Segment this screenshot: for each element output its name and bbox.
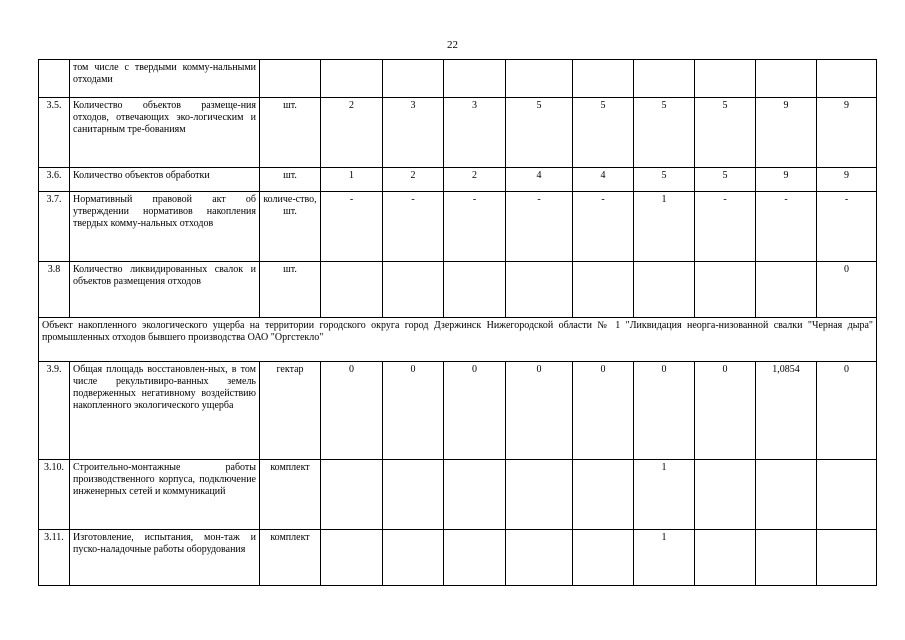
value-cell xyxy=(634,262,695,318)
table-row xyxy=(39,460,877,530)
value-cell: 9 xyxy=(756,168,817,192)
value-cell xyxy=(817,60,877,98)
value-cell: - xyxy=(695,192,756,262)
value-cell xyxy=(695,60,756,98)
value-cell xyxy=(506,262,573,318)
value-cell: 2 xyxy=(444,168,506,192)
value-cell: 5 xyxy=(634,98,695,168)
unit-cell: шт. xyxy=(260,98,321,168)
table-row xyxy=(39,192,877,262)
value-cell: - xyxy=(817,192,877,262)
value-cell: 0 xyxy=(444,362,506,460)
value-cell xyxy=(573,262,634,318)
value-cell xyxy=(695,460,756,530)
row-number: 3.5. xyxy=(39,98,70,168)
value-cell xyxy=(444,60,506,98)
value-cell: 0 xyxy=(321,362,383,460)
table-row xyxy=(39,262,877,318)
value-cell xyxy=(444,262,506,318)
indicator-name: Количество объектов обработки xyxy=(70,168,260,192)
table-row xyxy=(39,60,877,98)
row-number: 3.7. xyxy=(39,192,70,262)
value-cell: - xyxy=(506,192,573,262)
value-cell: 9 xyxy=(817,168,877,192)
value-cell xyxy=(756,60,817,98)
value-cell xyxy=(756,262,817,318)
value-cell xyxy=(383,460,444,530)
value-cell xyxy=(444,530,506,586)
value-cell xyxy=(695,530,756,586)
indicator-name: Изготовление, испытания, мон-таж и пуско-наладочные работы оборудования xyxy=(70,530,260,586)
value-cell xyxy=(444,460,506,530)
table-row xyxy=(39,530,877,586)
indicator-name: Нормативный правовой акт об утверждении нормативов накопления твердых комму-нальных отходов xyxy=(70,192,260,262)
row-number: 3.8 xyxy=(39,262,70,318)
value-cell: 9 xyxy=(756,98,817,168)
value-cell: 0 xyxy=(817,362,877,460)
value-cell xyxy=(817,460,877,530)
unit-cell: комплект xyxy=(260,460,321,530)
value-cell: - xyxy=(756,192,817,262)
value-cell: 5 xyxy=(573,98,634,168)
value-cell: 0 xyxy=(573,362,634,460)
value-cell: - xyxy=(321,192,383,262)
row-number: 3.10. xyxy=(39,460,70,530)
value-cell: 1 xyxy=(634,530,695,586)
row-number: 3.9. xyxy=(39,362,70,460)
value-cell xyxy=(573,460,634,530)
indicator-name: Общая площадь восстановлен-ных, в том числе рекультивиро-ванных земель подверженных негативному воздействию накопленного экологического ущерба xyxy=(70,362,260,460)
section-heading-row xyxy=(39,318,877,362)
unit-cell: шт. xyxy=(260,262,321,318)
row-number xyxy=(39,60,70,98)
indicator-name: Количество объектов размеще-ния отходов, отвечающих эко-логическим и санитарным тре-бованиям xyxy=(70,98,260,168)
unit-cell: гектар xyxy=(260,362,321,460)
value-cell: 0 xyxy=(695,362,756,460)
indicator-name: Количество ликвидированных свалок и объектов размещения отходов xyxy=(70,262,260,318)
value-cell xyxy=(695,262,756,318)
table-row xyxy=(39,168,877,192)
value-cell xyxy=(506,60,573,98)
value-cell xyxy=(573,60,634,98)
value-cell: 2 xyxy=(383,168,444,192)
unit-cell: комплект xyxy=(260,530,321,586)
row-number: 3.11. xyxy=(39,530,70,586)
value-cell: 0 xyxy=(634,362,695,460)
value-cell xyxy=(817,530,877,586)
value-cell: 1 xyxy=(634,460,695,530)
value-cell xyxy=(321,60,383,98)
row-number: 3.6. xyxy=(39,168,70,192)
value-cell: 0 xyxy=(506,362,573,460)
value-cell: 0 xyxy=(383,362,444,460)
value-cell xyxy=(383,60,444,98)
value-cell: 2 xyxy=(321,98,383,168)
value-cell: 0 xyxy=(817,262,877,318)
value-cell: 1 xyxy=(634,192,695,262)
value-cell: 5 xyxy=(506,98,573,168)
value-cell: 5 xyxy=(695,168,756,192)
value-cell: 3 xyxy=(444,98,506,168)
value-cell: 1 xyxy=(321,168,383,192)
value-cell: 4 xyxy=(506,168,573,192)
value-cell xyxy=(321,460,383,530)
table-row xyxy=(39,98,877,168)
indicator-name: Строительно-монтажные работы производственного корпуса, подключение инженерных сетей и коммуникаций xyxy=(70,460,260,530)
value-cell xyxy=(321,530,383,586)
value-cell: - xyxy=(573,192,634,262)
unit-cell: количе-ство, шт. xyxy=(260,192,321,262)
value-cell: - xyxy=(383,192,444,262)
value-cell xyxy=(506,460,573,530)
value-cell xyxy=(756,460,817,530)
value-cell xyxy=(321,262,383,318)
value-cell xyxy=(573,530,634,586)
value-cell: - xyxy=(444,192,506,262)
value-cell: 3 xyxy=(383,98,444,168)
value-cell: 4 xyxy=(573,168,634,192)
table-row xyxy=(39,362,877,460)
value-cell xyxy=(634,60,695,98)
value-cell xyxy=(383,262,444,318)
value-cell: 5 xyxy=(695,98,756,168)
page-number: 22 xyxy=(447,39,458,51)
value-cell: 1,0854 xyxy=(756,362,817,460)
value-cell xyxy=(383,530,444,586)
indicator-table xyxy=(38,59,877,586)
value-cell xyxy=(506,530,573,586)
unit-cell xyxy=(260,60,321,98)
section-heading: Объект накопленного экологического ущерба на территории городского округа город Дзержинск Нижегородской области № 1 "Ликвидация неорга-низованной свалки "Черная дыра" промышленных отходов бывшего производства ОАО "Оргстекло" xyxy=(39,318,877,362)
value-cell: 9 xyxy=(817,98,877,168)
value-cell: 5 xyxy=(634,168,695,192)
unit-cell: шт. xyxy=(260,168,321,192)
indicator-name: том числе с твердыми комму-нальными отходами xyxy=(70,60,260,98)
value-cell xyxy=(756,530,817,586)
